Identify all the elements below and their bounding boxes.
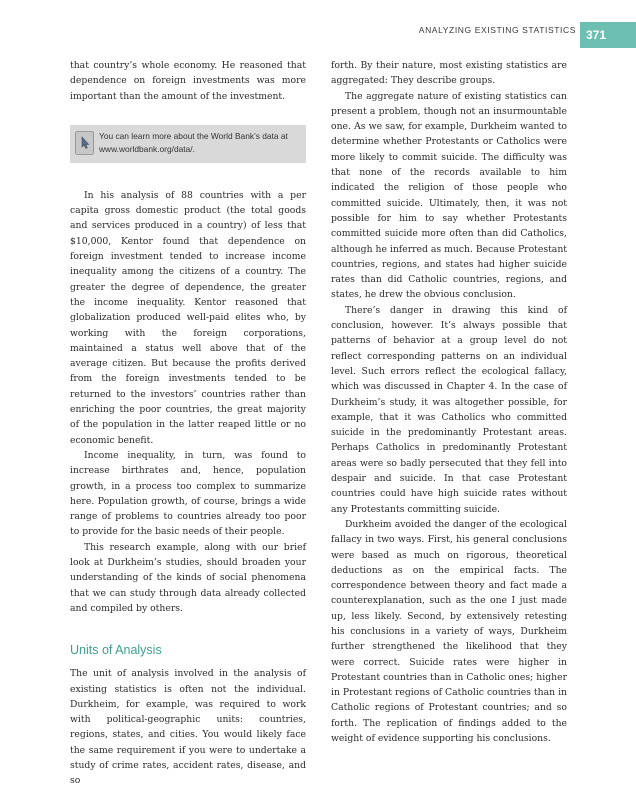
- paragraph: This research example, along with our brief look at Durkheim’s studies, should broaden your understanding of the kinds of social phenomena that we can study through data already collected and compiled by others.: [70, 541, 306, 614]
- paragraph: In his analysis of 88 countries with a per capita gross domestic product (the total goods and services produced in a country) of less that $10,000, Kentor found that dependence on foreign investment tended to increase income inequality among the citizens of a country. The greater the degree of dependence, the greater the income inequality. Kentor reasoned that globalization produced well-paid elites who, by working with the foreign corporations, maintained a status well above that of the average citizen. But because the profits derived from the foreign investments tended to be returned to the investors’ countries rather than enriching the poor countries, the great majority of the population in the latter reaped little or no economic benefit.: [70, 189, 306, 446]
- page-number: 371: [586, 28, 607, 42]
- paragraph: Income inequality, in turn, was found to increase birthrates and, hence, population growth, in a process too complex to summarize here. Population growth, of course, brings a wide range of problems to countries already too poor to provide for the basic needs of their people.: [70, 449, 306, 538]
- section-heading: Units of Analysis: [70, 643, 162, 658]
- paragraph: forth. By their nature, most existing statistics are aggregated: They describe groups.: [331, 60, 567, 87]
- web-callout: [70, 125, 306, 163]
- paragraph: The unit of analysis involved in the analysis of existing statistics is often not the individual. Durkheim, for example, was required to work with political-geographic units: countries, regions, states, and cities. You would likely face the same requirement if you were to undertake a study of crime rates, accident rates, disease, and so: [70, 668, 306, 787]
- web-cursor-icon: [75, 131, 94, 155]
- left-column: [70, 58, 306, 789]
- right-column: [331, 58, 567, 746]
- running-head: ANALYZING EXISTING STATISTICS: [418, 25, 576, 35]
- page-number-tab: [580, 22, 636, 48]
- paragraph: The aggregate nature of existing statistics can present a problem, though not an insurmountable one. As we saw, for example, Durkheim wanted to determine whether Protestants or Catholics were more likely to commit suicide. The difficulty was that none of the records available to him indicated the religion of those people who committed suicide. Ultimately, then, it was not possible for him to say whether Protestants committed suicide more often than did Catholics, although he inferred as much. Because Protestant countries, regions, and states had higher suicide rates than did Catholic countries, regions, and states, he drew the obvious conclusion.: [331, 90, 567, 301]
- callout-text: You can learn more about the World Bank’s data at www.worldbank.org/data/.: [99, 130, 288, 154]
- paragraph: that country’s whole economy. He reasoned that dependence on foreign investments was more important than the amount of the investment.: [70, 60, 306, 102]
- paragraph: There’s danger in drawing this kind of conclusion, however. It’s always possible that patterns of behavior at a group level do not reflect corresponding patterns on an individual level. Such errors reflect the ecological fallacy, which was discussed in Chapter 4. In the case of Durkheim’s study, it was altogether possible, for example, that it was Catholics who committed suicide in the predominantly Protestant areas. Perhaps Catholics in predominantly Protestant areas were so badly persecuted that they fell into despair and suicide. In that case Protestant countries could have high suicide rates without any Protestants committing suicide.: [331, 304, 567, 515]
- paragraph: Durkheim avoided the danger of the ecological fallacy in two ways. First, his general conclusions were based as much on rigorous, theoretical deductions as on the empirical facts. The correspondence between theory and fact made a counterexplanation, such as the one I just made up, less likely. Second, by extensively retesting his conclusions in a variety of ways, Durkheim further strengthened the likelihood that they were correct. Suicide rates were higher in Protestant countries than in Catholic ones; higher in Protestant regions of Catholic countries than in Catholic regions of Protestant countries; and so forth. The replication of findings added to the weight of evidence supporting his conclusions.: [331, 518, 567, 745]
